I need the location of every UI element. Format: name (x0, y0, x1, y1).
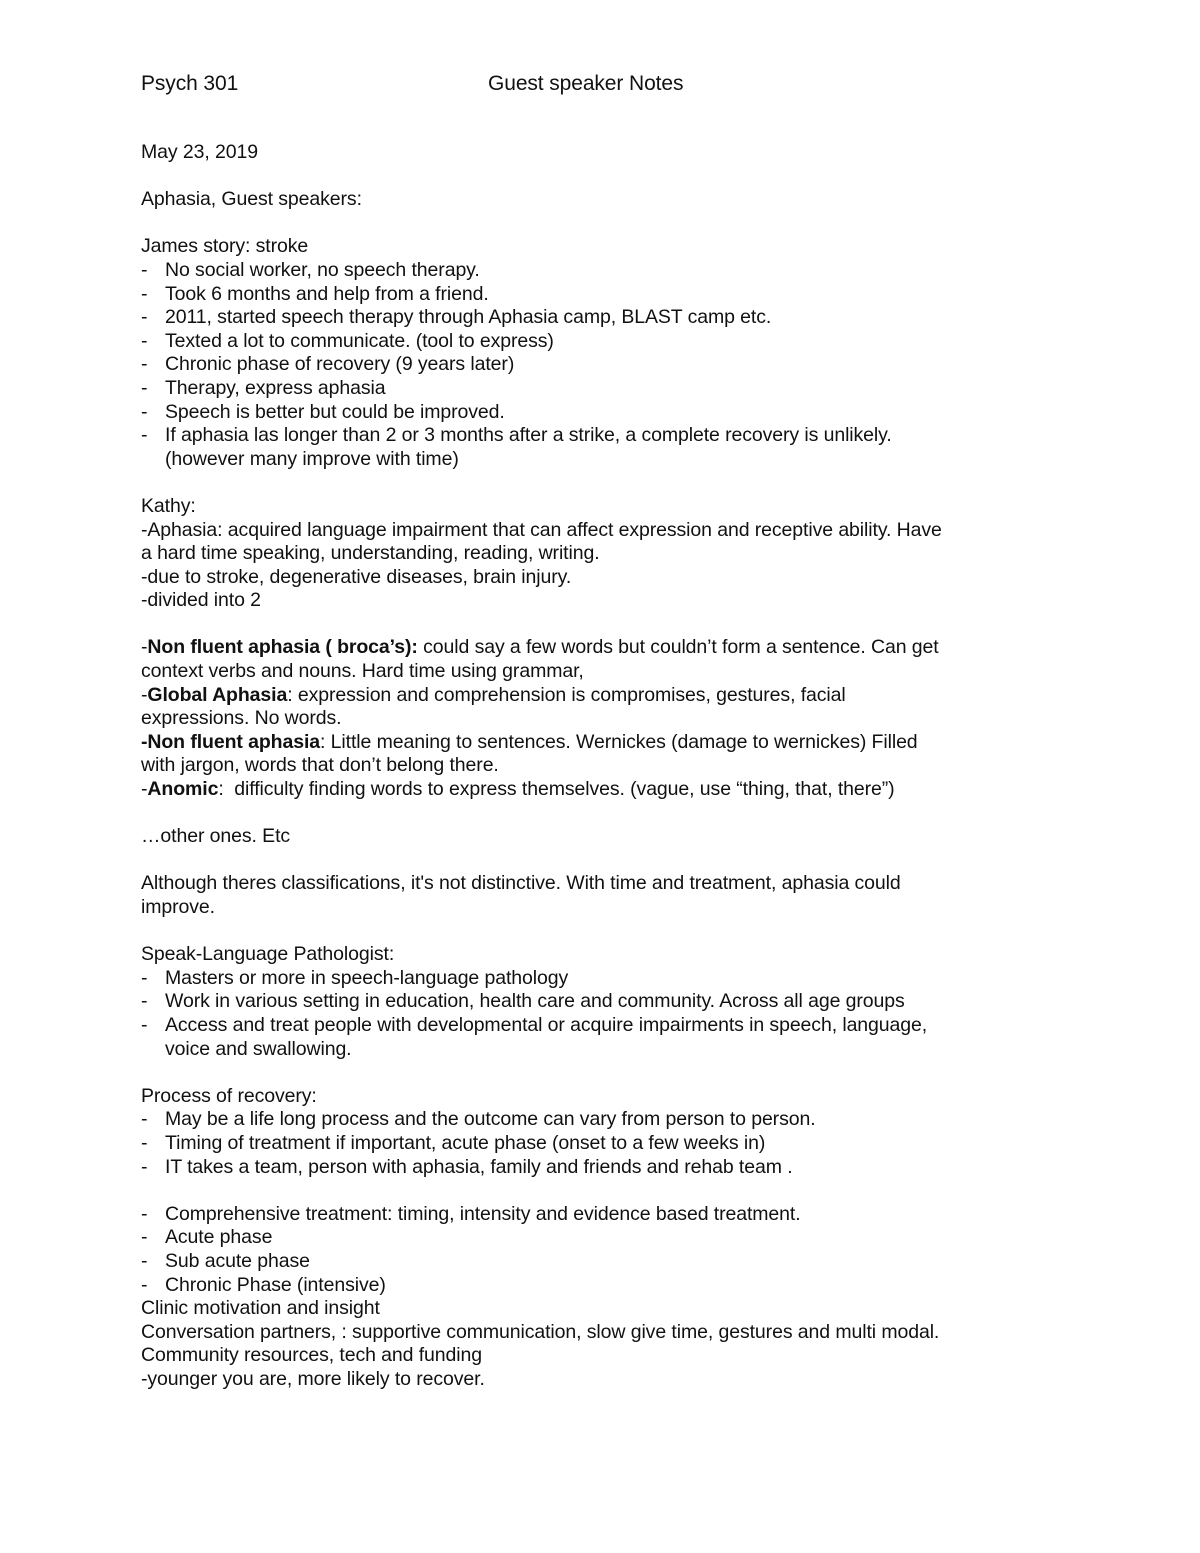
list-item: - Took 6 months and help from a friend. (141, 282, 489, 305)
notes-title: Guest speaker Notes (488, 72, 684, 95)
list-item: - Acute phase (141, 1226, 273, 1249)
recovery-line: Conversation partners, : supportive communication, slow give time, gestures and multi modal. (141, 1320, 940, 1343)
list-item: - No social worker, no speech therapy. (141, 258, 480, 281)
slp-heading: Speak-Language Pathologist: (141, 943, 395, 966)
course-header: Psych 301 (141, 72, 239, 95)
aphasia-type-global: -Global Aphasia: expression and comprehension is compromises, gestures, facial (141, 683, 846, 706)
topic-line: Aphasia, Guest speakers: (141, 188, 362, 211)
list-item: - Texted a lot to communicate. (tool to express) (141, 329, 554, 352)
aphasia-type-wernicke-cont: with jargon, words that don’t belong there. (141, 754, 499, 777)
kathy-line: -divided into 2 (141, 589, 261, 612)
list-item: - Work in various setting in education, health care and community. Across all age groups (141, 990, 905, 1013)
list-item: - 2011, started speech therapy through Aphasia camp, BLAST camp etc. (141, 306, 772, 329)
recovery-line: Clinic motivation and insight (141, 1297, 380, 1320)
list-item: - Masters or more in speech-language pathology (141, 966, 569, 989)
although-line: Although theres classifications, it's not distinctive. With time and treatment, aphasia could (141, 872, 901, 895)
list-item: - Therapy, express aphasia (141, 376, 386, 399)
aphasia-type-broca: -Non fluent aphasia ( broca’s): could say a few words but couldn’t form a sentence. Can get (141, 636, 939, 659)
kathy-line: -Aphasia: acquired language impairment that can affect expression and receptive ability. Have (141, 518, 942, 541)
although-line: improve. (141, 896, 215, 918)
list-item: - Comprehensive treatment: timing, intensity and evidence based treatment. (141, 1202, 801, 1225)
date: May 23, 2019 (141, 141, 258, 163)
recovery-line: Community resources, tech and funding (141, 1344, 482, 1367)
list-item: - Timing of treatment if important, acute phase (onset to a few weeks in) (141, 1131, 766, 1154)
list-item: - May be a life long process and the outcome can vary from person to person. (141, 1108, 816, 1131)
list-item-continuation: voice and swallowing. (165, 1037, 352, 1060)
list-item-continuation: (however many improve with time) (165, 447, 459, 470)
list-item: - Access and treat people with developmental or acquire impairments in speech, language, (141, 1013, 928, 1036)
list-item: - Sub acute phase (141, 1249, 310, 1272)
list-item: - Chronic phase of recovery (9 years later) (141, 353, 515, 376)
other-ones: …other ones. Etc (141, 825, 291, 848)
kathy-heading: Kathy: (141, 494, 196, 517)
james-heading: James story: stroke (141, 235, 309, 258)
recovery-line: -younger you are, more likely to recover. (141, 1367, 485, 1390)
list-item: - If aphasia las longer than 2 or 3 months after a strike, a complete recovery is unlikely. (141, 424, 892, 447)
list-item: - Speech is better but could be improved. (141, 400, 505, 423)
list-item: - IT takes a team, person with aphasia, family and friends and rehab team . (141, 1155, 793, 1178)
kathy-line: a hard time speaking, understanding, reading, writing. (141, 542, 600, 565)
notes-body (141, 141, 1061, 1391)
aphasia-type-wernicke: -Non fluent aphasia: Little meaning to sentences. Wernickes (damage to wernickes) Filled (141, 730, 918, 753)
aphasia-type-broca-cont: context verbs and nouns. Hard time using grammar, (141, 660, 584, 683)
recovery-heading: Process of recovery: (141, 1084, 317, 1107)
aphasia-type-global-cont: expressions. No words. (141, 707, 342, 730)
aphasia-type-anomic: -Anomic: difficulty finding words to express themselves. (vague, use “thing, that, there”) (141, 778, 895, 801)
list-item: - Chronic Phase (intensive) (141, 1273, 386, 1296)
kathy-line: -due to stroke, degenerative diseases, brain injury. (141, 565, 572, 588)
